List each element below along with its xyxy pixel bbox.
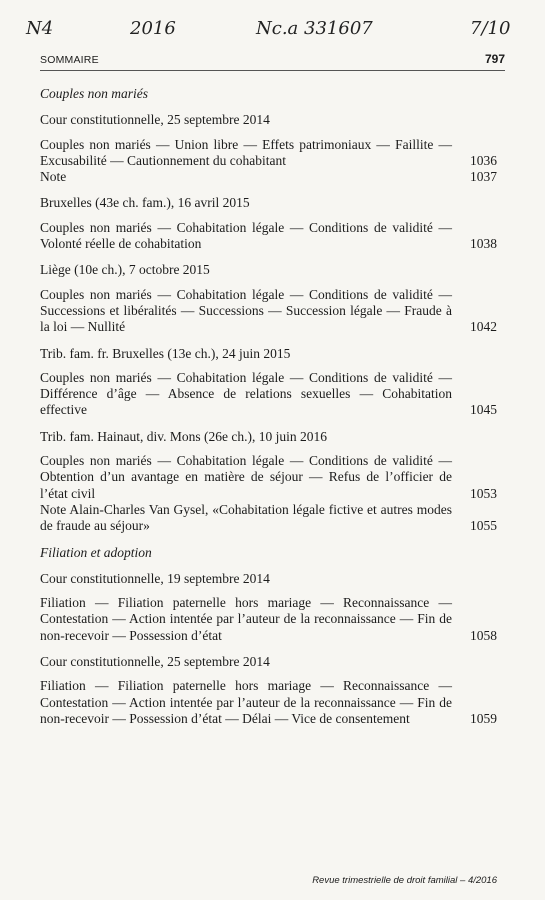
entry-text: Couples non mariés — Cohabitation légale — Conditions de validité — Différence d’âge — Absence de relations sexuelles — Cohabitation effective xyxy=(40,369,452,418)
entry-text: Note xyxy=(40,169,67,185)
entry-page: 1038 xyxy=(470,236,497,252)
summary-entry xyxy=(40,169,497,185)
case-block xyxy=(40,262,497,335)
section-title: Couples non mariés xyxy=(40,86,148,101)
entry-text: Couples non mariés — Union libre — Effets patrimoniaux — Faillite — Excusabilité — Cautionnement du cohabitant xyxy=(40,136,452,168)
case-block xyxy=(40,195,497,252)
court-heading: Trib. fam. fr. Bruxelles (13e ch.), 24 juin 2015 xyxy=(40,345,291,361)
summary-entry xyxy=(40,137,497,170)
entry-page: 1055 xyxy=(470,518,497,534)
court-heading: Bruxelles (43e ch. fam.), 16 avril 2015 xyxy=(40,195,250,211)
case-block xyxy=(40,571,497,644)
summary-entry xyxy=(40,287,497,336)
handwritten-note-fraction: 7/10 xyxy=(470,18,511,39)
section-title: Filiation et adoption xyxy=(40,544,152,560)
entry-page: 1042 xyxy=(470,319,497,335)
section-couples-non-maries xyxy=(40,86,497,535)
entry-text: Filiation — Filiation paternelle hors mariage — Reconnaissance — Contestation — Action intentée par l’auteur de la reconnaissance — Fin de non-recevoir — Possession d’état — Délai — Vice de consentement xyxy=(40,678,452,726)
page-header xyxy=(40,52,505,71)
summary-entry xyxy=(40,595,497,644)
journal-footer: Revue trimestrielle de droit familial – 4/2016 xyxy=(312,875,497,886)
entry-page: 1059 xyxy=(470,710,497,726)
handwritten-note-n4: N4 xyxy=(26,18,54,39)
summary-entry xyxy=(40,502,497,535)
case-block xyxy=(40,429,497,535)
summary-label: SOMMAIRE xyxy=(40,54,99,66)
summary-entry xyxy=(40,453,497,502)
court-heading: Cour constitutionnelle, 19 septembre 2014 xyxy=(40,570,270,586)
entry-text: Couples non mariés — Cohabitation légale — Conditions de validité — Successions et libéralités — Successions — Succession légale — Fraude à la loi — Nullité xyxy=(40,286,452,335)
entry-page: 1053 xyxy=(470,485,497,501)
entry-text: Couples non mariés — Cohabitation légale — Conditions de validité — Obtention d’un avantage en matière de séjour — Refus de l’officier de l’état civil xyxy=(40,453,452,501)
case-block xyxy=(40,112,497,185)
entry-page: 1045 xyxy=(470,402,497,418)
summary-entry xyxy=(40,678,497,727)
handwritten-note-year: 2016 xyxy=(130,18,176,39)
entry-text: Couples non mariés — Cohabitation légale — Conditions de validité — Volonté réelle de cohabitation xyxy=(40,219,452,252)
entry-text: Filiation — Filiation paternelle hors mariage — Reconnaissance — Contestation — Action intentée par l’auteur de la reconnaissance — Fin de non-recevoir — Possession d’état xyxy=(40,595,452,643)
court-heading: Cour constitutionnelle, 25 septembre 2014 xyxy=(40,112,270,128)
court-heading: Liège (10e ch.), 7 octobre 2015 xyxy=(40,262,210,278)
case-block xyxy=(40,346,497,419)
entry-text: Note Alain-Charles Van Gysel, «Cohabitation légale fictive et autres modes de fraude au séjour» xyxy=(40,501,452,534)
handwritten-note-reference: Nc.a 331607 xyxy=(256,18,373,39)
section-filiation-adoption xyxy=(40,545,497,728)
page-number: 797 xyxy=(484,52,505,66)
case-block xyxy=(40,654,497,727)
court-heading: Cour constitutionnelle, 25 septembre 2014 xyxy=(40,654,270,670)
entry-page: 1037 xyxy=(470,169,497,185)
entry-page: 1036 xyxy=(470,152,497,168)
summary-entry xyxy=(40,370,497,419)
summary-entry xyxy=(40,220,497,253)
court-heading: Trib. fam. Hainaut, div. Mons (26e ch.), 10 juin 2016 xyxy=(40,428,327,444)
summary-content xyxy=(40,86,497,737)
entry-page: 1058 xyxy=(470,627,497,643)
